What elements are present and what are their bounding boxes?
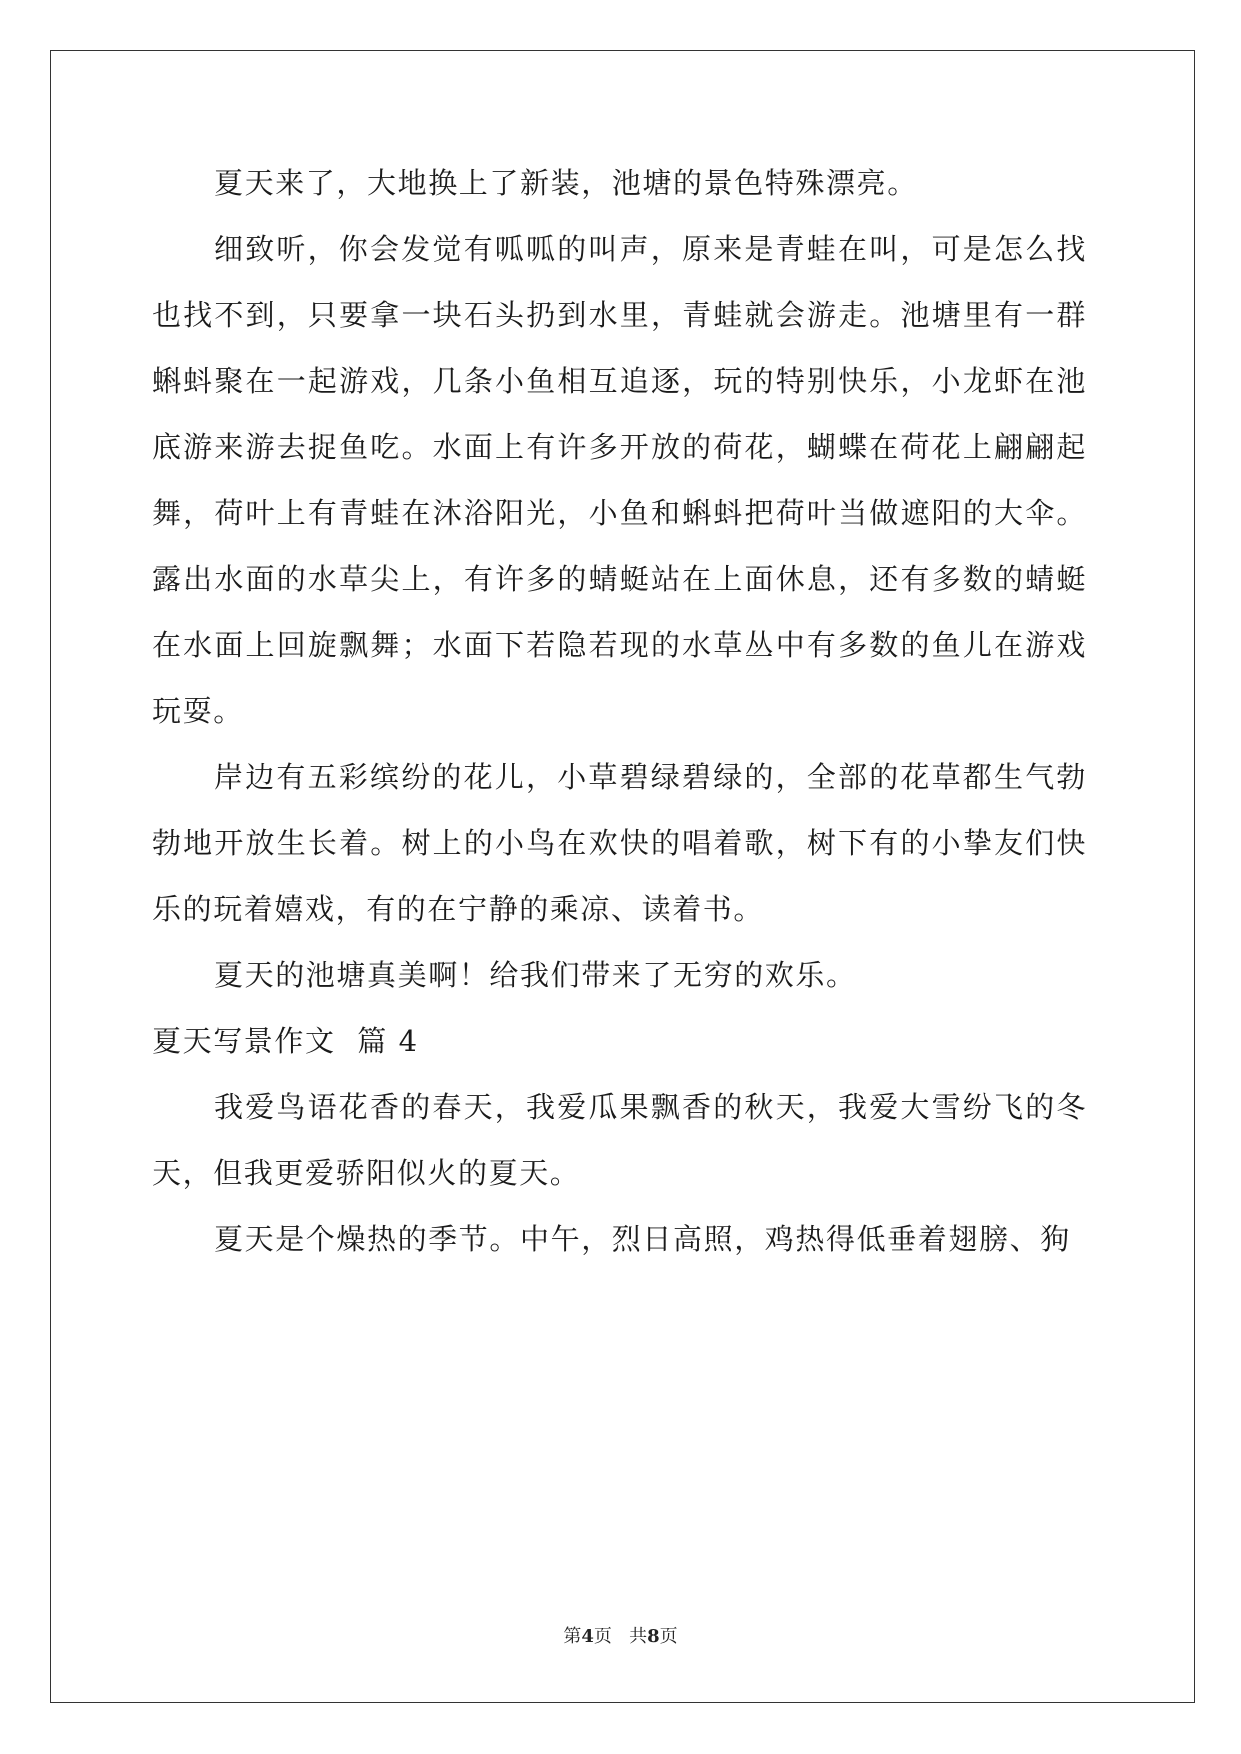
paragraph: 夏天是个燥热的季节。中午，烈日高照，鸡热得低垂着翅膀、狗 <box>214 1222 1071 1256</box>
paragraph: 我爱鸟语花香的春天，我爱瓜果飘香的秋天，我爱大雪纷飞的冬天，但我更爱骄阳似火的夏天。 <box>152 1090 1087 1190</box>
footer-prefix: 第 <box>563 1626 582 1647</box>
paragraph: 夏天来了，大地换上了新装，池塘的景色特殊漂亮。 <box>214 166 918 200</box>
page-footer <box>0 1625 1241 1649</box>
section-heading: 夏天写景作文 篇 4 <box>152 1024 419 1058</box>
paragraph: 夏天的池塘真美啊！给我们带来了无穷的欢乐。 <box>214 958 857 992</box>
footer-total-prefix: 共 <box>629 1626 648 1647</box>
total-pages: 8 <box>647 1626 660 1647</box>
paragraph: 岸边有五彩缤纷的花儿，小草碧绿碧绿的，全部的花草都生气勃勃地开放生长着。树上的小鸟在欢快的唱着歌，树下有的小挚友们快乐的玩着嬉戏，有的在宁静的乘凉、读着书。 <box>152 760 1087 926</box>
page-number: 4 <box>581 1626 594 1647</box>
footer-total-suffix: 页 <box>659 1626 678 1647</box>
paragraph: 细致听，你会发觉有呱呱的叫声，原来是青蛙在叫，可是怎么找也找不到，只要拿一块石头扔到水里，青蛙就会游走。池塘里有一群蝌蚪聚在一起游戏，几条小鱼相互追逐，玩的特别快乐，小龙虾在池底游来游去捉鱼吃。水面上有许多开放的荷花，蝴蝶在荷花上翩翩起舞，荷叶上有青蛙在沐浴阳光，小鱼和蝌蚪把荷叶当做遮阳的大伞。露出水面的水草尖上，有许多的蜻蜓站在上面休息，还有多数的蜻蜓在水面上回旋飘舞；水面下若隐若现的水草丛中有多数的鱼儿在游戏玩耍。 <box>152 232 1087 728</box>
footer-page-suffix: 页 <box>593 1626 612 1647</box>
document-body <box>152 150 1087 1272</box>
